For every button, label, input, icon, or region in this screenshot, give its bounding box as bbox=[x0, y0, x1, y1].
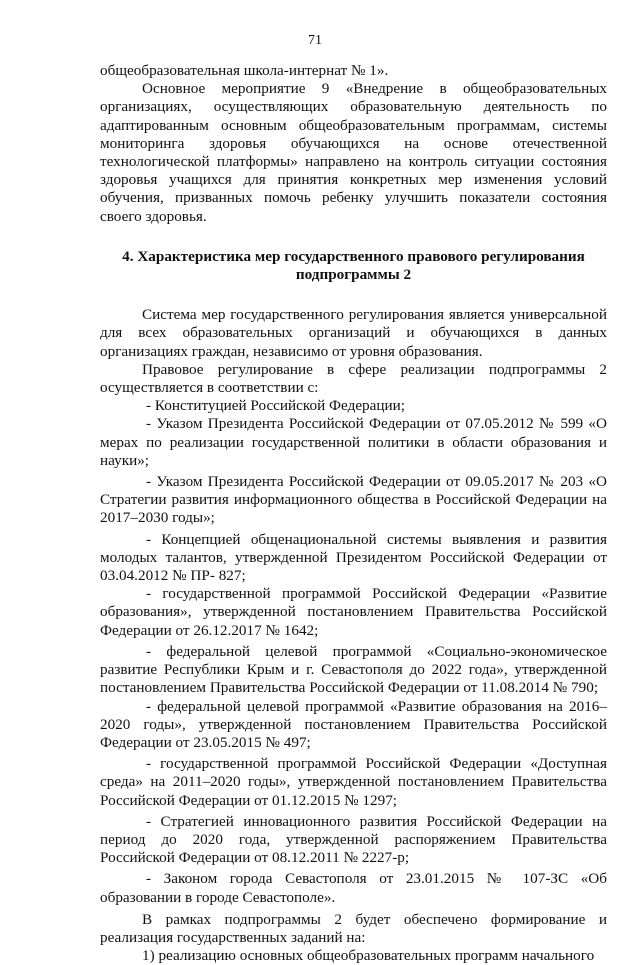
document-body bbox=[100, 62, 607, 965]
list-item: - государственной программой Российской Федерации «Развитие образования», утвержденной постановлением Правительства Российской Федерации от 26.12.2017 № 1642; bbox=[100, 585, 607, 639]
paragraph-continuation: общеобразовательная школа-интернат № 1». bbox=[100, 62, 389, 79]
section-heading: 4. Характеристика мер государственного правового регулирования подпрограммы 2 bbox=[122, 247, 585, 284]
paragraph-state-tasks: В рамках подпрограммы 2 будет обеспечено формирование и реализация государственных заданий на: bbox=[100, 910, 607, 946]
page-number: 71 bbox=[308, 33, 322, 48]
list-item: - государственной программой Российской Федерации «Доступная среда» на 2011–2020 годы», утвержденной постановлением Правительства Российской Федерации от 01.12.2015 № 1297; bbox=[100, 755, 607, 809]
list-item: - федеральной целевой программой «Социально-экономическое развитие Республики Крым и г. Севастополя до 2022 года», утвержденной постановлением Правительства Российской Федерации от 11.08.2014 № 790; bbox=[100, 642, 607, 697]
paragraph-regulation-system: Система мер государственного регулирования является универсальной для всех образовательных организаций и обучающихся в данных организациях граждан, независимо от уровня образования. bbox=[100, 306, 607, 360]
list-item: - Концепцией общенациональной системы выявления и развития молодых талантов, утвержденной Президентом Российской Федерации от 03.04.2012 № ПР- 827; bbox=[100, 530, 607, 585]
list-item: - Указом Президента Российской Федерации от 09.05.2017 № 203 «О Стратегии развития информационного общества в Российской Федерации на 2017–2030 годы»; bbox=[100, 473, 607, 527]
list-item: - Указом Президента Российской Федерации от 07.05.2012 № 599 «О мерах по реализации государственной политики в области образования и науки»; bbox=[100, 415, 607, 469]
paragraph-legal-basis: Правовое регулирование в сфере реализации подпрограммы 2 осуществляется в соответствии с: bbox=[100, 360, 607, 397]
list-item: - федеральной целевой программой «Развитие образования на 2016–2020 годы», утвержденной постановлением Правительства Российской Федерации от 23.05.2015 № 497; bbox=[100, 697, 607, 751]
list-item: - Законом города Севастополя от 23.01.2015 № 107-ЗС «Об образовании в городе Севастополе». bbox=[100, 870, 607, 906]
paragraph-measure-9: Основное мероприятие 9 «Внедрение в общеобразовательных организациях, осуществляющих образовательную деятельность по адаптированным основным общеобразовательным программам, системы мониторинга здоровья обучающихся на основе отечественной технологической платформы» направлено на контроль ситуации состояния здоровья учащихся для принятия конкретных мер изменения условий обучения, призванных помочь ребенку улучшить показатели состояния своего здоровья. bbox=[100, 80, 607, 225]
list-item: - Стратегией инновационного развития Российской Федерации на период до 2020 года, утвержденной распоряжением Правительства Российской Федерации от 08.12.2011 № 2227-р; bbox=[100, 812, 607, 867]
list-item: - Конституцией Российской Федерации; bbox=[146, 397, 405, 415]
list-item-numbered: 1) реализацию основных общеобразовательных программ начального bbox=[142, 947, 595, 965]
